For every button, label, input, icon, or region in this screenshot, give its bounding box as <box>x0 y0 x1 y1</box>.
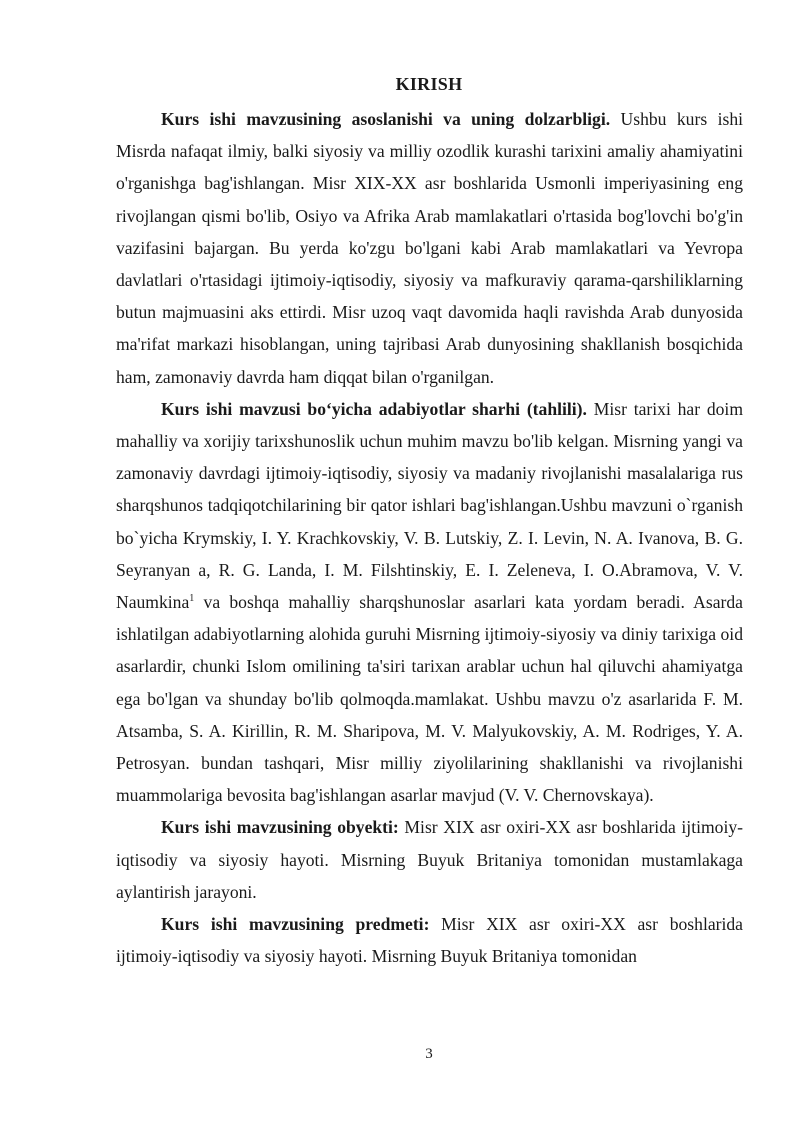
paragraph-text: Misr tarixi har doim mahalliy va xorijiy tarixshunoslik uchun muhim mavzu bo'lib kelgan. Misrning yangi va zamonaviy davrdagi ijtimoiy-iqtisodiy, siyosiy va madaniy rivojlanishi masalalariga rus sharqshunos tadqiqotchilarining bir qator ishlari bag'ishlangan.Ushbu mavzuni o`rganish bo`yicha Krymskiy, I. Y. Krachkovskiy, V. B. Lutskiy, Z. I. Levin, N. A. Ivanova, B. G. Seyranyan a, R. G. Landa, I. M. Filshtinskiy, E. I. Zeleneva, I. O.Abramova, V. V. Naumkina <box>116 398 744 613</box>
page-number: 3 <box>425 1046 433 1062</box>
footnote-reference[interactable]: 1 <box>189 593 195 605</box>
paragraph-heading: Kurs ishi mavzusining asoslanishi va uning dolzarbligi. <box>161 109 611 129</box>
page-title: KIRISH <box>395 74 463 94</box>
paragraph-literature-review <box>116 393 743 812</box>
paragraph-heading: Kurs ishi mavzusining obyekti: <box>161 817 399 838</box>
paragraph-text: Misr XIX asr oxiri-XX asr boshlarida ijtimoiy-iqtisodiy va siyosiy hayoti. Misrning Buyuk Britaniya tomonidan mustamlakaga aylantirish jarayoni. <box>116 817 743 902</box>
paragraph-heading: Kurs ishi mavzusi bo‘yicha adabiyotlar sharhi (tahlili). <box>161 398 587 419</box>
paragraph-subject <box>116 908 743 972</box>
paragraph-object <box>116 811 743 908</box>
document-body <box>116 103 743 972</box>
paragraph-text-continued: va boshqa mahalliy sharqshunoslar asarlari kata yordam beradi. Asarda ishlatilgan adabiyotlarning alohida guruhi Misrning ijtimoiy-siyosiy va diniy tarixiga oid asarlardir, chunki Islom omilining ta'siri tarixan arablar uchun hal qiluvchi ahamiyatga ega bo'lgan va shunday bo'lib qolmoqda.mamlakat. Ushbu mavzu o'z asarlarida F. M. Atsamba, S. A. Kirillin, R. M. Sharipova, M. V. Malyukovskiy, A. M. Rodriges, Y. A. Petrosyan. bundan tashqari, Misr milliy ziyolilarining shakllanishi va rivojlanishi muammolariga bevosita bag'ishlangan asarlar mavjud (V. V. Chernovskaya). <box>116 592 743 806</box>
paragraph-text: Misr XIX asr oxiri-XX asr boshlarida ijtimoiy-iqtisodiy va siyosiy hayoti. Misrning Buyuk Britaniya tomonidan <box>116 914 743 967</box>
paragraph-text: Ushbu kurs ishi Misrda nafaqat ilmiy, balki siyosiy va milliy ozodlik kurashi tarixini amaliy ahamiyatini o'rganishga bag'ishlangan. Misr XIX-XX asr boshlarida Usmonli imperiyasining eng rivojlangan qismi bo'lib, Osiyo va Afrika Arab mamlakatlari o'rtasida bog'lovchi bo'g'in vazifasini bajargan. Bu yerda ko'zgu bo'lgani kabi Arab mamlakatlari va Yevropa davlatlari o'rtasidagi ijtimoiy-iqtisodiy, siyosiy va mafkuraviy qarama-qarshiliklarning butun majmuasini aks ettirdi. Misr uzoq vaqt davomida haqli ravishda Arab dunyosida ma'rifat markazi hisoblangan, uning tajribasi Arab dunyosining shakllanish bosqichida ham, zamonaviy davrda ham diqqat bilan o'rganilgan. <box>116 109 743 387</box>
paragraph-relevance <box>116 103 743 393</box>
paragraph-heading: Kurs ishi mavzusining predmeti: <box>161 914 430 935</box>
